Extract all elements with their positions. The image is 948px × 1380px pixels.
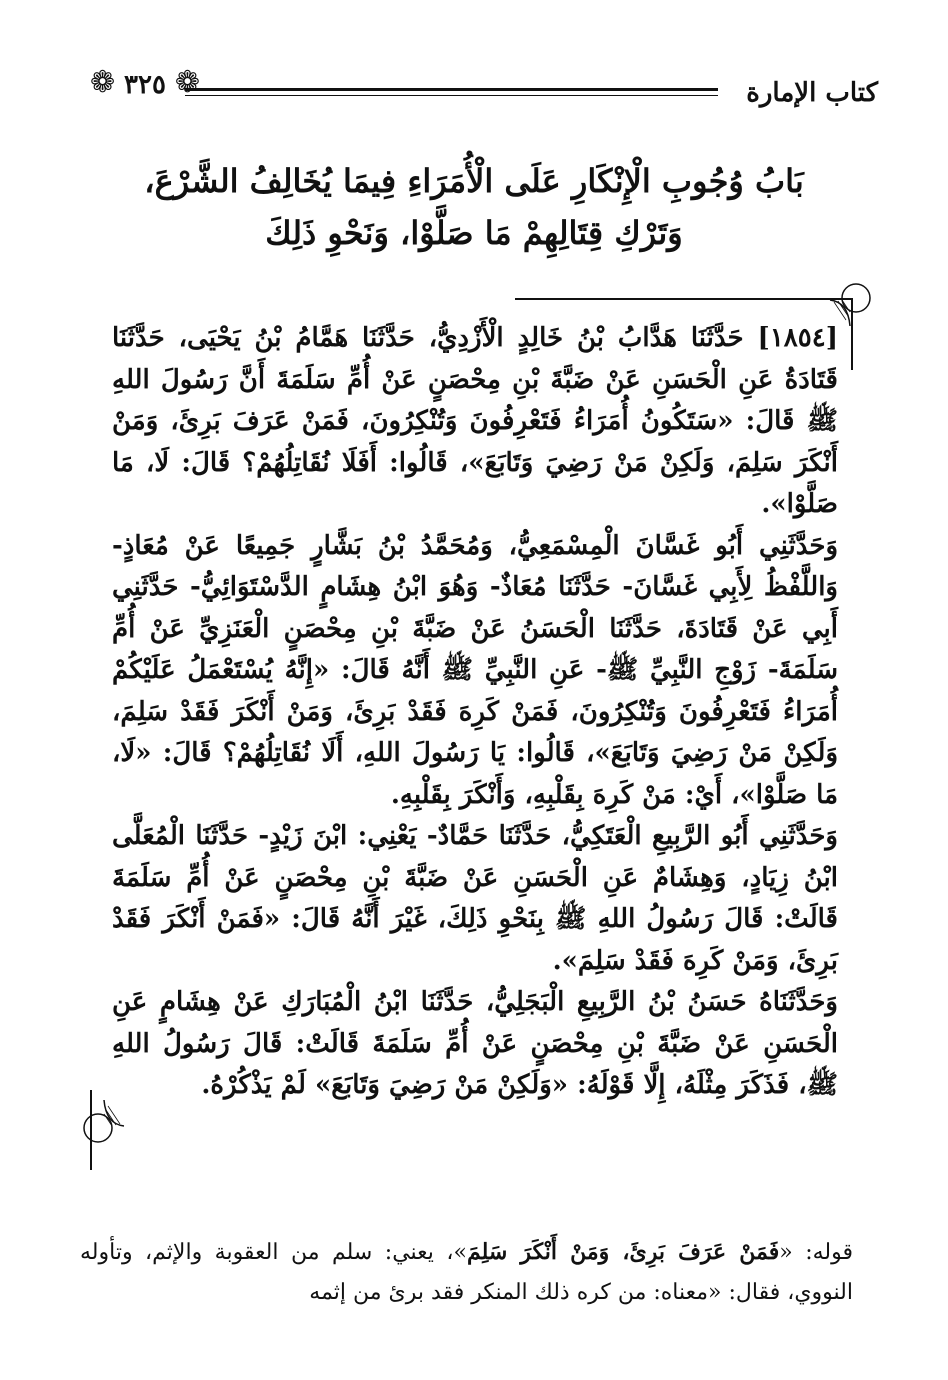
chapter-heading-line-1: بَابُ وُجُوبِ الْإِنْكَارِ عَلَى الْأُمَرَاءِ فِيمَا يُخَالِفُ الشَّرْعَ، — [144, 162, 804, 200]
hadith-paragraph: وَحَدَّثَنِي أَبُو الرَّبِيعِ الْعَتَكِيُّ، حَدَّثَنَا حَمَّادٌ- يَعْنِي: ابْنَ زَيْدٍ- حَدَّثَنَا الْمُعَلَّى ابْنُ زِيَادٍ، وَهِشَامٌ عَنِ الْحَسَنِ عَنْ ضَبَّةَ بْنِ مِحْصَنٍ عَنْ أُمِّ سَلَمَةَ قَالَتْ: قَالَ رَسُولُ اللهِ ﷺ بِنَحْوِ ذَلِكَ، غَيْرَ أَنَّهُ قَالَ: «فَمَنْ أَنْكَرَ فَقَدْ بَرِئَ، وَمَنْ كَرِهَ فَقَدْ سَلِمَ». — [112, 821, 838, 976]
page-header — [80, 60, 878, 120]
ornament-icon: ❁ — [174, 65, 200, 100]
commentary-text — [80, 1232, 853, 1313]
commentary-paragraph — [80, 1232, 853, 1313]
chapter-heading — [60, 155, 888, 259]
chapter-heading-line-2: وَتَرْكِ قِتَالِهِمْ مَا صَلَّوْا، وَنَحْوِ ذَلِكَ — [265, 214, 683, 252]
page-number: ٣٢٥ — [124, 70, 166, 100]
commentary-quote: فَمَنْ عَرَفَ بَرِئَ، وَمَنْ أَنْكَرَ سَلِمَ — [466, 1239, 780, 1265]
commentary-suffix: »، يعني: سلم من العقوبة والإثم، وتأوله النووي، فقال: «معناه: من كره ذلك المنكر فقد برئ من إثمه — [80, 1240, 853, 1305]
hadith-paragraph: [١٨٥٤] حَدَّثَنَا هَدَّابُ بْنُ خَالِدٍ الْأَزْدِيُّ، حَدَّثَنَا هَمَّامُ بْنُ يَحْيَى، حَدَّثَنَا قَتَادَةُ عَنِ الْحَسَنِ عَنْ ضَبَّةَ بْنِ مِحْصَنٍ عَنْ أُمِّ سَلَمَةَ أَنَّ رَسُولَ اللهِ ﷺ قَالَ: «سَتَكُونُ أُمَرَاءُ فَتَعْرِفُونَ وَتُنْكِرُونَ، فَمَنْ عَرَفَ بَرِئَ، وَمَنْ أَنْكَرَ سَلِمَ، وَلَكِنْ مَنْ رَضِيَ وَتَابَعَ»، قَالُوا: أَفَلَا نُقَاتِلُهُمْ؟ قَالَ: لَا، مَا صَلَّوْا». — [112, 323, 838, 519]
header-rule-thin — [185, 95, 718, 96]
book-title: كتاب الإمارة — [746, 78, 878, 108]
frame-corner-ornament-icon — [78, 1098, 126, 1146]
commentary-prefix: قوله: « — [779, 1240, 853, 1265]
frame-top-rule — [515, 298, 853, 300]
ornament-icon: ❁ — [90, 65, 116, 100]
hadith-paragraph: وَحَدَّثَنَاهُ حَسَنُ بْنُ الرَّبِيعِ الْبَجَلِيُّ، حَدَّثَنَا ابْنُ الْمُبَارَكِ عَنْ هِشَامٍ عَنِ الْحَسَنِ عَنْ ضَبَّةَ بْنِ مِحْصَنٍ عَنْ أُمِّ سَلَمَةَ قَالَتْ: قَالَ رَسُولُ اللهِ ﷺ، فَذَكَرَ مِثْلَهُ، إِلَّا قَوْلَهُ: «وَلَكِنْ مَنْ رَضِيَ وَتَابَعَ» لَمْ يَذْكُرْهُ. — [112, 987, 838, 1100]
header-rule — [185, 88, 718, 91]
page-number-frame — [90, 62, 200, 112]
hadith-text — [112, 318, 838, 1107]
hadith-paragraph: وَحَدَّثَنِي أَبُو غَسَّانَ الْمِسْمَعِيُّ، وَمُحَمَّدُ بْنُ بَشَّارٍ جَمِيعًا عَنْ مُعَاذٍ- وَاللَّفْظُ لِأَبِي غَسَّانَ- حَدَّثَنَا مُعَاذٌ- وَهُوَ ابْنُ هِشَامٍ الدَّسْتَوَائِيُّ- حَدَّثَنِي أَبِي عَنْ قَتَادَةَ، حَدَّثَنَا الْحَسَنُ عَنْ ضَبَّةَ بْنِ مِحْصَنٍ الْعَنَزِيِّ عَنْ أُمِّ سَلَمَةَ- زَوْجِ النَّبِيِّ ﷺ- عَنِ النَّبِيِّ ﷺ أَنَّهُ قَالَ: «إِنَّهُ يُسْتَعْمَلُ عَلَيْكُمْ أُمَرَاءُ فَتَعْرِفُونَ وَتُنْكِرُونَ، فَمَنْ كَرِهَ فَقَدْ بَرِئَ، وَمَنْ أَنْكَرَ فَقَدْ سَلِمَ، وَلَكِنْ مَنْ رَضِيَ وَتَابَعَ»، قَالُوا: يَا رَسُولَ اللهِ، أَلَا نُقَاتِلُهُمْ؟ قَالَ: «لَا، مَا صَلَّوْا»، أَيْ: مَنْ كَرِهَ بِقَلْبِهِ، وَأَنْكَرَ بِقَلْبِهِ. — [112, 530, 838, 810]
